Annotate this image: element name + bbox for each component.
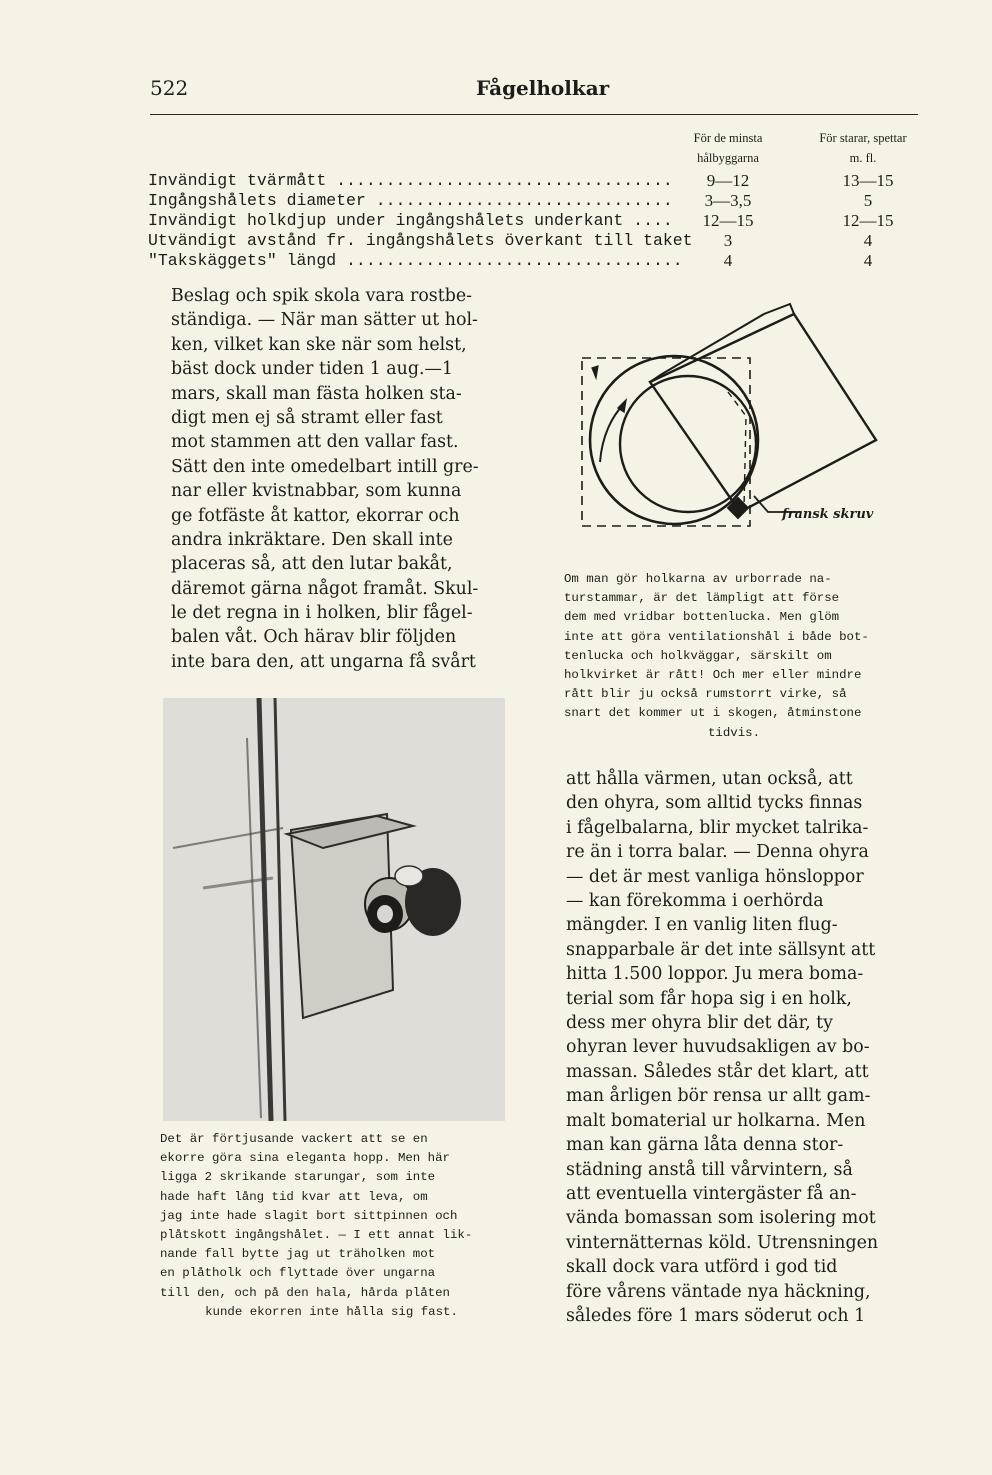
text-line: att eventuella vintergäster få an- (566, 1183, 857, 1204)
squirrel-head (395, 866, 423, 886)
caption-line: Det är förtjusande vackert att se en (160, 1132, 428, 1146)
text-line: dess mer ohyra blir det där, ty (566, 1013, 833, 1034)
text-line: att hålla värmen, utan också, att (566, 769, 853, 789)
caption-line: jag inte hade slagit bort sittpinnen och (160, 1208, 458, 1223)
text-line: inte bara den, att ungarna få svårt (171, 651, 476, 672)
text-line: ken, vilket kan ske när som helst, (171, 334, 467, 355)
page-number: 522 (150, 76, 189, 100)
table-cell-large: 12—15 (842, 211, 894, 230)
text-line: ohyran lever huvudsakligen av bo- (566, 1037, 870, 1058)
text-line: man kan gärna låta denna stor- (566, 1135, 844, 1156)
caption-line: turstammar, är det lämpligt att förse (564, 591, 840, 606)
caption-line: kunde ekorren inte hålla sig fast. (205, 1304, 458, 1319)
text-line: före vårens väntade nya häckning, (566, 1281, 871, 1302)
rotated-hatch-square (650, 314, 876, 512)
table-row-label: Invändigt tvärmått .................................. (148, 171, 673, 190)
table-row-label: Utvändigt avstånd fr. ingångshålets överkant till taket (148, 231, 693, 250)
text-line: ständiga. — När man sätter ut hol- (171, 310, 478, 331)
text-line: vinternätternas köld. Utrensningen (566, 1232, 879, 1253)
text-line: Beslag och spik skola vara rostbe- (171, 286, 472, 306)
text-line: Sätt den inte omedelbart intill gre- (171, 456, 479, 477)
text-line: mot stammen att den vallar fast. (171, 432, 459, 453)
table-col2-header-line: För starar, spettar (819, 131, 907, 145)
caption-line: till den, och på den hala, hårda plåten (160, 1285, 450, 1300)
text-line: man årligen bör rensa ur allt gam- (566, 1086, 871, 1107)
table-cell-small: 3 (723, 231, 733, 250)
header-rule (150, 114, 918, 115)
text-line: mars, skall man fästa holken sta- (171, 383, 462, 404)
text-line: terial som får hopa sig i en holk, (566, 988, 852, 1009)
squirrel-nestbox-photo (163, 698, 505, 1121)
text-line: bäst dock under tiden 1 aug.—1 (171, 359, 453, 380)
table-cell-large: 4 (863, 251, 873, 270)
caption-line: nande fall bytte jag ut träholken mot (160, 1247, 436, 1262)
table-cell-small: 9—12 (706, 171, 750, 190)
caption-line: rått blir ju också rumstorrt virke, så (564, 687, 847, 702)
text-line: städning anstå till vårvintern, så (566, 1159, 853, 1180)
text-line: — det är mest vanliga hönsloppor (566, 866, 864, 887)
caption-line: hade haft lång tid kvar att leva, om (160, 1189, 428, 1204)
screw-label: fransk skruv (782, 507, 874, 522)
text-line: vända bomassan som isolering mot (566, 1208, 876, 1229)
diagram-caption (564, 570, 904, 743)
caption-line: ligga 2 skrikande starungar, som inte (160, 1170, 436, 1185)
text-line: — kan förekomma i oerhörda (566, 891, 824, 912)
text-line: nar eller kvistnabbar, som kunna (171, 481, 462, 502)
text-line: placeras så, att den lutar bakåt, (171, 554, 453, 575)
table-row-label: Ingångshålets diameter .............................. (148, 191, 673, 210)
table-row-label: Invändigt holkdjup under ingångshålets underkant .... (148, 211, 673, 230)
table-cell-small: 3—3,5 (704, 191, 752, 210)
table-col2-header (800, 128, 926, 168)
running-title: Fågelholkar (476, 76, 610, 100)
caption-line: holkvirket är rått! Och mer eller mindre (564, 668, 862, 683)
screw-pivot-icon (727, 497, 750, 520)
left-text-column (171, 284, 518, 674)
table-col1-header-line: För de minsta (693, 131, 763, 145)
caption-line: plåtskott ingångshålet. — I ett annat lik- (160, 1228, 473, 1243)
trunk-inner-circle (620, 376, 756, 512)
caption-line: tenlucka och holkväggar, särskilt om (564, 648, 832, 663)
text-line: mängder. I en vanlig liten flug- (566, 915, 838, 936)
text-line: andra inkräktare. Den skall inte (171, 529, 453, 550)
table-cell-large: 4 (863, 231, 873, 250)
right-text-column (566, 767, 914, 1328)
trunk-outer-circle (590, 356, 758, 524)
text-line: le det regna in i holken, blir fågel- (171, 603, 473, 624)
table-col1-header (680, 128, 776, 168)
text-line: skall dock vara utförd i god tid (566, 1257, 838, 1278)
table-cell-small: 4 (723, 251, 733, 270)
caption-line: inte att göra ventilationshål i både bot- (564, 629, 869, 644)
text-line: i fågelbalarna, blir mycket talrika- (566, 817, 869, 838)
text-line: däremot gärna något framåt. Skul- (171, 578, 479, 599)
text-line: digt men ej så stramt eller fast (171, 407, 443, 428)
caption-line: en plåtholk och flyttade över ungarna (160, 1266, 436, 1281)
text-line: ge fotfäste åt kattor, ekorrar och (171, 505, 460, 526)
table-cell-small: 12—15 (702, 211, 754, 230)
text-line: balen våt. Och härav blir följden (171, 627, 457, 648)
caption-line: Om man gör holkarna av urborrade na- (564, 572, 832, 586)
text-line: således före 1 mars söderut och 1 (566, 1305, 866, 1326)
table-col1-header-line: hålbyggarna (697, 151, 759, 165)
table-row-label: "Takskäggets" längd .................................. (148, 251, 683, 270)
text-line: malt bomaterial ur holkarna. Men (566, 1110, 866, 1131)
entrance-hole-inner (377, 905, 393, 923)
text-line: snapparbale är det inte sällsynt att (566, 939, 876, 960)
table-col2-header-line: m. fl. (849, 151, 877, 165)
text-line: den ohyra, som alltid tycks finnas (566, 793, 863, 814)
photo-caption (160, 1130, 503, 1322)
arrowhead (592, 366, 598, 378)
text-line: hitta 1.500 loppor. Ju mera boma- (566, 964, 864, 985)
caption-line: snart det kommer ut i skogen, åtminstone (564, 706, 862, 721)
bottom-hatch-diagram (578, 296, 918, 532)
caption-line: tidvis. (707, 725, 761, 740)
text-line: massan. Således står det klart, att (566, 1061, 869, 1082)
text-line: re än i torra balar. — Denna ohyra (566, 842, 869, 863)
table-cell-large: 5 (863, 191, 873, 210)
caption-line: dem med vridbar bottenlucka. Men glöm (564, 610, 840, 625)
table-cell-large: 13—15 (842, 171, 894, 190)
caption-line: ekorre göra sina eleganta hopp. Men här (160, 1151, 450, 1166)
